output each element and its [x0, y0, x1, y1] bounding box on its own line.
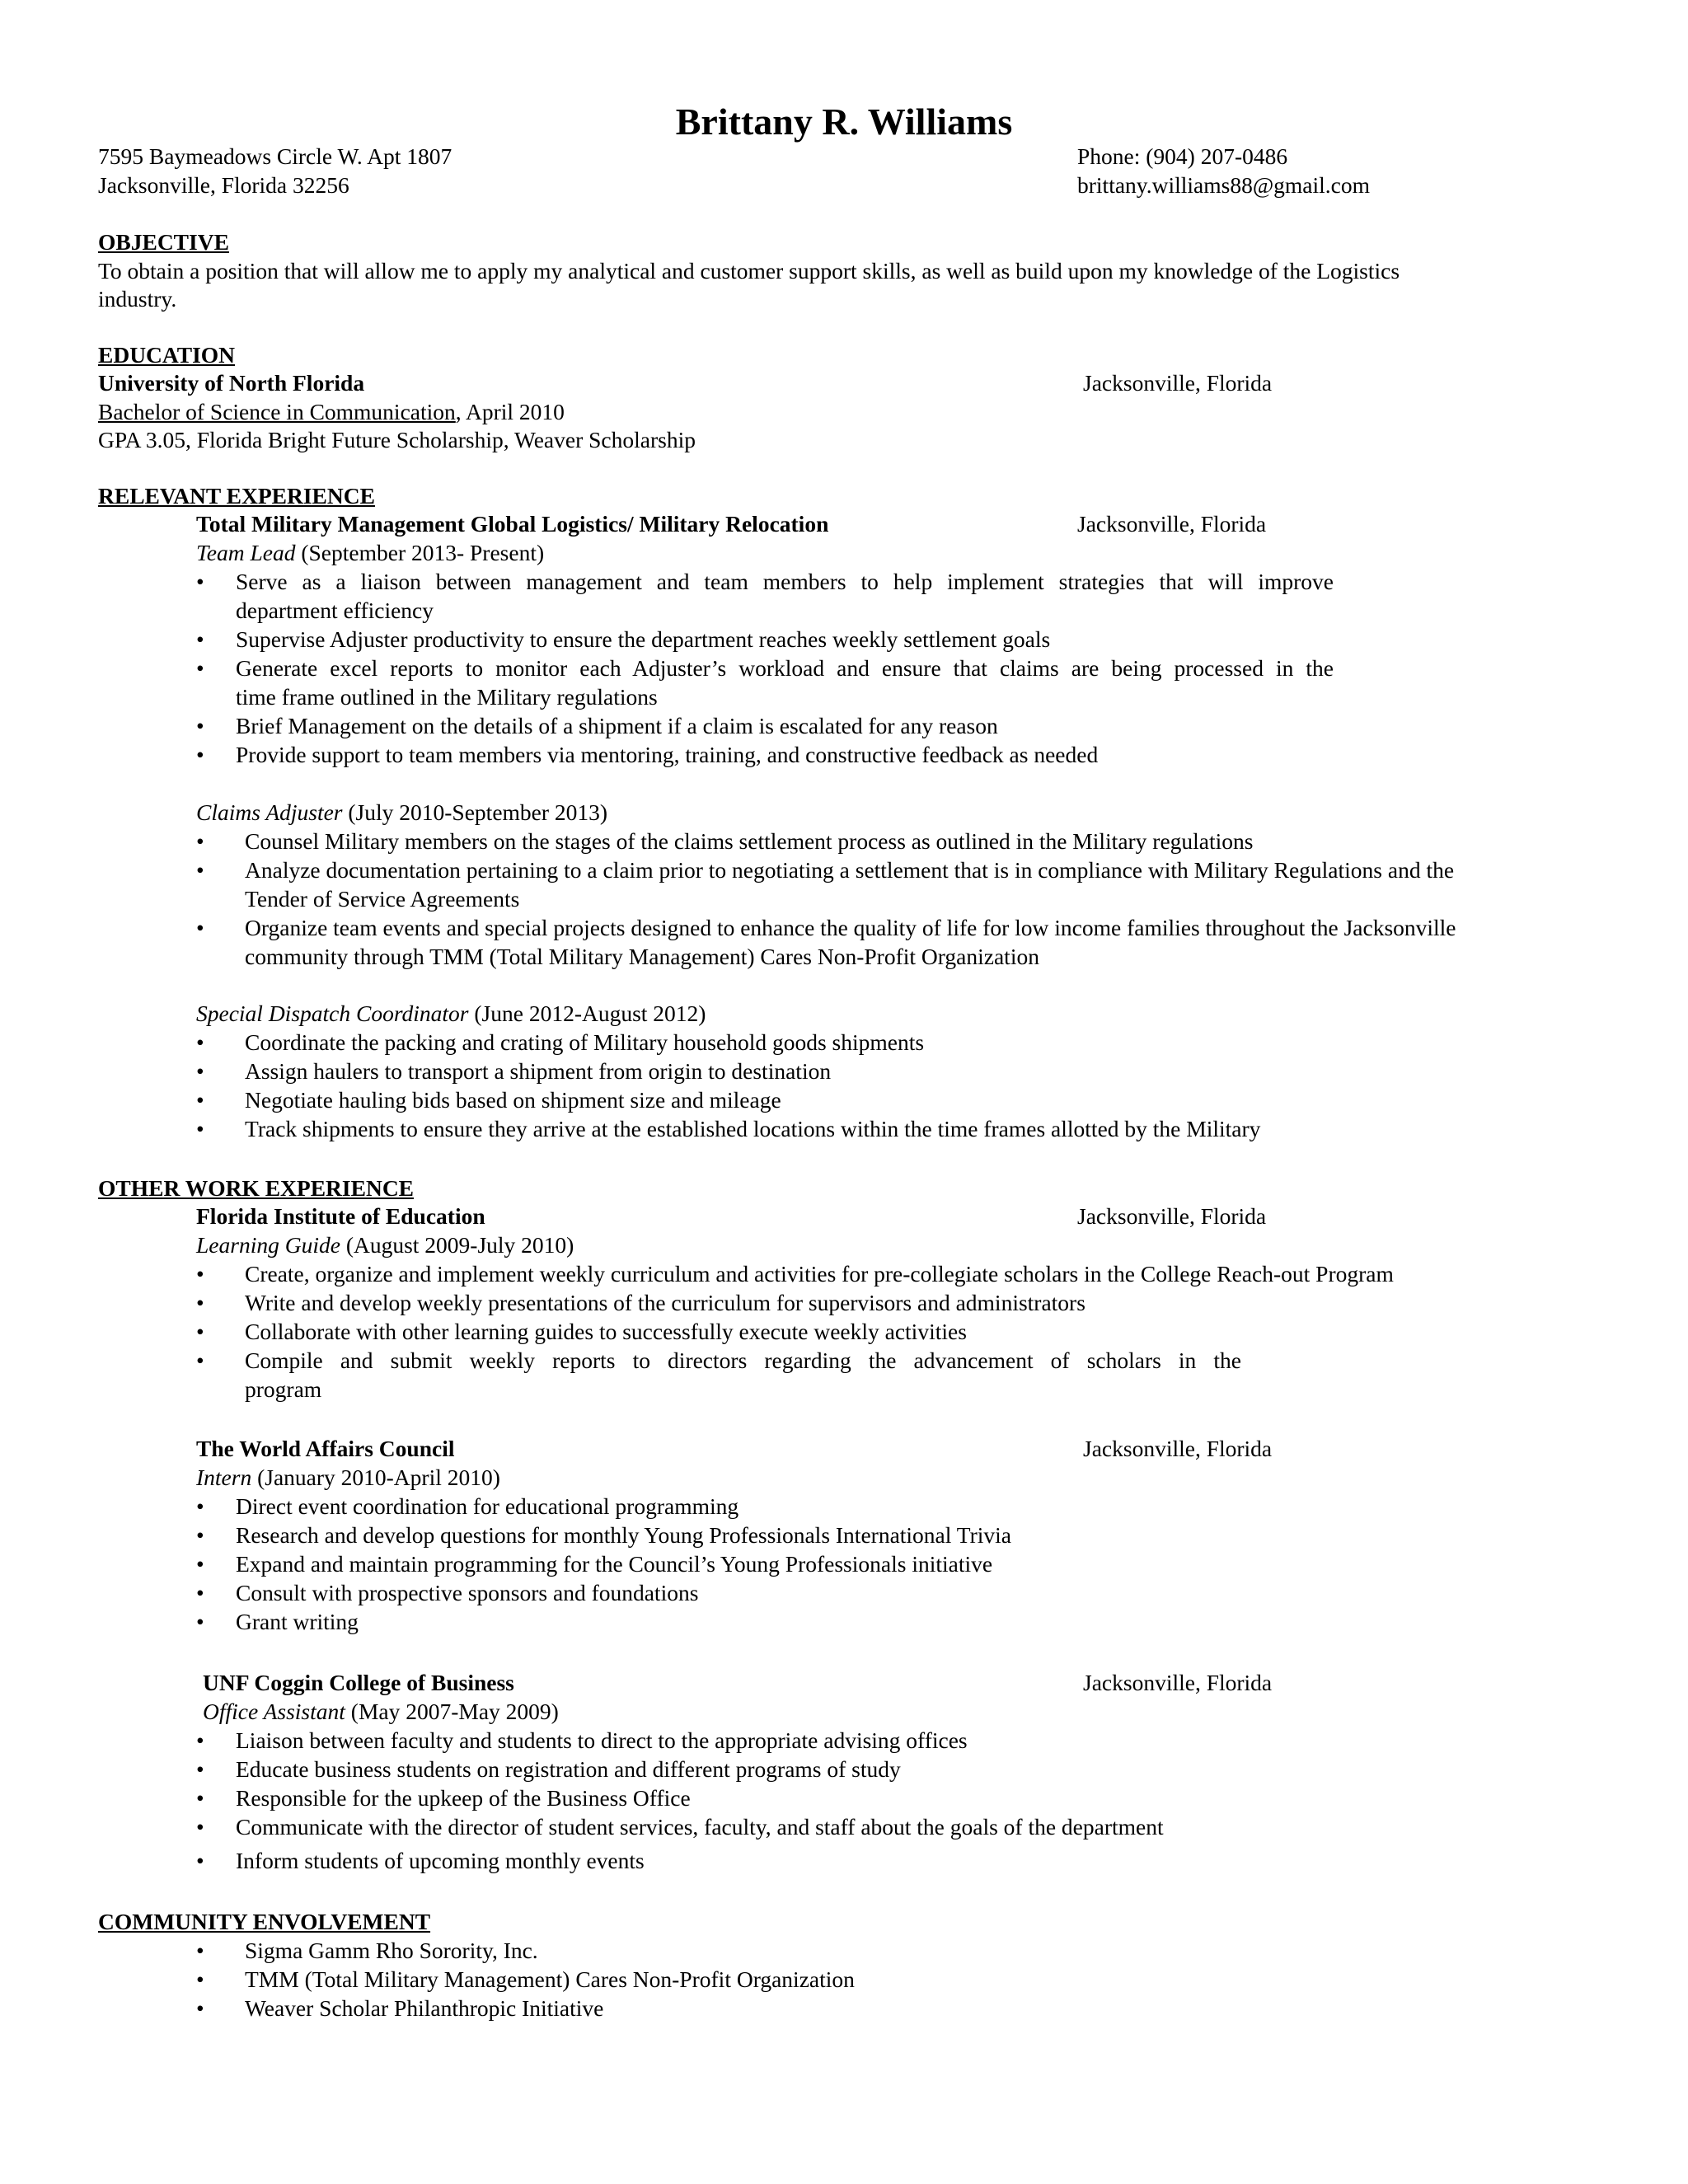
- bullet-text: community through TMM (Total Military Management) Cares Non-Profit Organization: [245, 944, 1039, 969]
- bullet-dot-icon: •: [196, 1727, 204, 1753]
- bullet-dot-icon: •: [196, 1756, 204, 1782]
- tmm-company: Total Military Management Global Logistics/ Military Relocation: [196, 511, 829, 537]
- team-lead-bullets: [196, 567, 1334, 769]
- bullet-text: Write and develop weekly presentations of the curriculum for supervisors and administrators: [245, 1290, 1085, 1315]
- bullet-item: [196, 1812, 1432, 1841]
- role-title: Team Lead: [196, 540, 296, 565]
- role-title: Claims Adjuster: [196, 799, 343, 825]
- bullet-dot-icon: •: [196, 569, 204, 594]
- bullet-dot-icon: •: [196, 626, 204, 652]
- bullet-text: Inform students of upcoming monthly events: [236, 1848, 645, 1873]
- education-details: GPA 3.05, Florida Bright Future Scholarship, Weaver Scholarship: [98, 427, 696, 452]
- bullet-item: [196, 1994, 1350, 2022]
- resume-name: Brittany R. Williams: [675, 101, 1013, 143]
- community-heading: COMMUNITY ENVOLVEMENT: [98, 1909, 431, 1934]
- bullet-item: [196, 1846, 1432, 1875]
- bullet-text: Organize team events and special projects designed to enhance the quality of life for low income families throughout the Jacksonville: [245, 915, 1456, 940]
- bullet-item: [196, 1492, 1350, 1521]
- tmm-location: Jacksonville, Florida: [1077, 511, 1267, 537]
- bullet-text: Counsel Military members on the stages of the claims settlement process as outlined in the Military regulations: [245, 828, 1254, 854]
- bullet-text: Educate business students on registration and different programs of study: [236, 1756, 901, 1782]
- bullet-dot-icon: •: [196, 1029, 204, 1055]
- objective-heading: OBJECTIVE: [98, 229, 229, 255]
- bullet-dot-icon: •: [196, 713, 204, 738]
- bullet-text: Grant writing: [236, 1609, 359, 1634]
- bullet-text: Responsible for the upkeep of the Business Office: [236, 1785, 691, 1811]
- bullet-dot-icon: •: [196, 1609, 204, 1634]
- bullet-text: program: [245, 1376, 322, 1402]
- bullet-item: [196, 1783, 1432, 1812]
- role-title: Office Assistant: [203, 1699, 345, 1724]
- bullet-item: [196, 1028, 1573, 1057]
- bullet-text: Assign haulers to transport a shipment from origin to destination: [245, 1058, 832, 1084]
- bullet-item: [196, 1114, 1573, 1143]
- bullet-item: [196, 1578, 1350, 1607]
- role-learning-guide: [196, 1230, 574, 1259]
- bullet-dot-icon: •: [196, 1261, 204, 1286]
- objective-text-2: industry.: [98, 286, 177, 312]
- phone: Phone: (904) 207-0486: [1077, 143, 1288, 169]
- role-dates: (July 2010-September 2013): [342, 799, 608, 825]
- bullet-text: Liaison between faculty and students to direct to the appropriate advising offices: [236, 1727, 968, 1753]
- degree-line: [98, 397, 565, 426]
- unf-company: UNF Coggin College of Business: [203, 1670, 514, 1695]
- address-line-2: Jacksonville, Florida 32256: [98, 172, 349, 198]
- bullet-text: Communicate with the director of student services, faculty, and staff about the goals of the department: [236, 1814, 1164, 1840]
- bullet-dot-icon: •: [196, 1319, 204, 1344]
- degree-date: , April 2010: [455, 399, 565, 424]
- bullet-text: department efficiency: [236, 598, 434, 623]
- bullet-text: Expand and maintain programming for the Council’s Young Professionals initiative: [236, 1551, 993, 1577]
- role-office-assistant: [203, 1697, 559, 1726]
- objective-text-1: To obtain a position that will allow me to apply my analytical and customer support skills, as well as build upon my knowledge of the Logistics: [98, 258, 1400, 284]
- intern-bullets: [196, 1492, 1350, 1636]
- school-name: University of North Florida: [98, 370, 365, 396]
- bullet-dot-icon: •: [196, 1966, 204, 1992]
- fie-company: Florida Institute of Education: [196, 1203, 485, 1229]
- bullet-text: Supervise Adjuster productivity to ensure the department reaches weekly settlement goals: [236, 626, 1051, 652]
- bullet-dot-icon: •: [196, 1814, 204, 1840]
- bullet-item: [196, 855, 1573, 913]
- dispatch-coordinator-bullets: [196, 1028, 1573, 1143]
- role-title: Intern: [196, 1465, 252, 1490]
- role-dates: (January 2010-April 2010): [251, 1465, 500, 1490]
- bullet-item: [196, 654, 1334, 711]
- education-heading: EDUCATION: [98, 342, 236, 368]
- bullet-dot-icon: •: [196, 742, 204, 767]
- bullet-text: Create, organize and implement weekly curriculum and activities for pre-collegiate scholars in the College Reach-out Program: [245, 1261, 1394, 1286]
- community-bullets: [196, 1936, 1350, 2022]
- bullet-dot-icon: •: [196, 1785, 204, 1811]
- bullet-item: [196, 1085, 1573, 1114]
- bullet-text: Tender of Service Agreements: [245, 886, 520, 912]
- bullet-dot-icon: •: [196, 1938, 204, 1963]
- bullet-item: [196, 1549, 1350, 1578]
- learning-guide-bullets: [196, 1259, 1394, 1404]
- bullet-item: [196, 1346, 1241, 1404]
- bullet-text: Provide support to team members via mentoring, training, and constructive feedback as needed: [236, 742, 1099, 767]
- role-dates: (June 2012-August 2012): [468, 1001, 706, 1026]
- bullet-item: [196, 740, 1334, 769]
- bullet-item: [196, 827, 1573, 855]
- bullet-item: [196, 1936, 1350, 1965]
- bullet-item: [196, 1317, 1241, 1346]
- school-location: Jacksonville, Florida: [1083, 370, 1273, 396]
- bullet-dot-icon: •: [196, 655, 204, 681]
- email: brittany.williams88@gmail.com: [1077, 172, 1371, 198]
- bullet-item: [196, 1607, 1350, 1636]
- role-intern: [196, 1463, 500, 1492]
- address-line-1: 7595 Baymeadows Circle W. Apt 1807: [98, 143, 452, 169]
- bullet-item: [196, 1726, 1432, 1755]
- bullet-dot-icon: •: [196, 1116, 204, 1141]
- fie-location: Jacksonville, Florida: [1077, 1203, 1267, 1229]
- bullet-dot-icon: •: [196, 1580, 204, 1605]
- role-claims-adjuster: [196, 798, 607, 827]
- bullet-item: [196, 625, 1334, 654]
- bullet-dot-icon: •: [196, 1058, 204, 1084]
- bullet-text: Research and develop questions for monthly Young Professionals International Trivia: [236, 1522, 1012, 1548]
- bullet-dot-icon: •: [196, 1087, 204, 1113]
- bullet-text: Serve as a liaison between management and team members to help implement strategies that will improve: [236, 569, 1334, 594]
- bullet-text: Coordinate the packing and crating of Military household goods shipments: [245, 1029, 925, 1055]
- bullet-text: Brief Management on the details of a shipment if a claim is escalated for any reason: [236, 713, 998, 738]
- bullet-item: [196, 711, 1334, 740]
- role-dates: (May 2007-May 2009): [345, 1699, 559, 1724]
- bullet-item: [196, 1259, 1394, 1288]
- bullet-text: Weaver Scholar Philanthropic Initiative: [245, 1995, 604, 2021]
- bullet-text: Compile and submit weekly reports to directors regarding the advancement of scholars in the: [245, 1347, 1241, 1373]
- wac-company: The World Affairs Council: [196, 1436, 455, 1461]
- other-experience-heading: OTHER WORK EXPERIENCE: [98, 1175, 415, 1201]
- bullet-text: Sigma Gamm Rho Sorority, Inc.: [245, 1938, 538, 1963]
- role-title: Special Dispatch Coordinator: [196, 1001, 469, 1026]
- bullet-item: [196, 1057, 1573, 1085]
- bullet-dot-icon: •: [196, 1551, 204, 1577]
- unf-location: Jacksonville, Florida: [1083, 1670, 1273, 1695]
- bullet-dot-icon: •: [196, 1522, 204, 1548]
- role-dates: (August 2009-July 2010): [340, 1232, 574, 1258]
- bullet-item: [196, 1755, 1432, 1783]
- bullet-dot-icon: •: [196, 1995, 204, 2021]
- bullet-text: Direct event coordination for educational programming: [236, 1493, 739, 1519]
- bullet-item: [196, 567, 1334, 625]
- bullet-text: Generate excel reports to monitor each Adjuster’s workload and ensure that claims are being processed in the: [236, 655, 1334, 681]
- role-dates: (September 2013- Present): [295, 540, 545, 565]
- bullet-item: [196, 1965, 1350, 1994]
- bullet-text: Collaborate with other learning guides to successfully execute weekly activities: [245, 1319, 967, 1344]
- claims-adjuster-bullets: [196, 827, 1573, 971]
- office-assistant-bullets: [196, 1726, 1432, 1875]
- role-team-lead: [196, 538, 544, 567]
- bullet-dot-icon: •: [196, 857, 204, 883]
- bullet-dot-icon: •: [196, 1290, 204, 1315]
- bullet-text: Consult with prospective sponsors and foundations: [236, 1580, 699, 1605]
- bullet-text: Negotiate hauling bids based on shipment size and mileage: [245, 1087, 781, 1113]
- bullet-dot-icon: •: [196, 828, 204, 854]
- role-dispatch-coordinator: [196, 999, 706, 1028]
- bullet-item: [196, 1521, 1350, 1549]
- bullet-text: Track shipments to ensure they arrive at the established locations within the time frames allotted by the Military: [245, 1116, 1261, 1141]
- relevant-experience-heading: RELEVANT EXPERIENCE: [98, 483, 375, 509]
- bullet-dot-icon: •: [196, 1493, 204, 1519]
- wac-location: Jacksonville, Florida: [1083, 1436, 1273, 1461]
- bullet-dot-icon: •: [196, 915, 204, 940]
- bullet-text: Analyze documentation pertaining to a claim prior to negotiating a settlement that is in compliance with Military Regulations and the: [245, 857, 1455, 883]
- bullet-text: TMM (Total Military Management) Cares Non-Profit Organization: [245, 1966, 855, 1992]
- bullet-item: [196, 1288, 1241, 1317]
- bullet-dot-icon: •: [196, 1848, 204, 1873]
- role-title: Learning Guide: [196, 1232, 340, 1258]
- bullet-dot-icon: •: [196, 1347, 204, 1373]
- degree-name: Bachelor of Science in Communication: [98, 399, 456, 424]
- bullet-item: [196, 913, 1573, 971]
- bullet-text: time frame outlined in the Military regulations: [236, 684, 658, 710]
